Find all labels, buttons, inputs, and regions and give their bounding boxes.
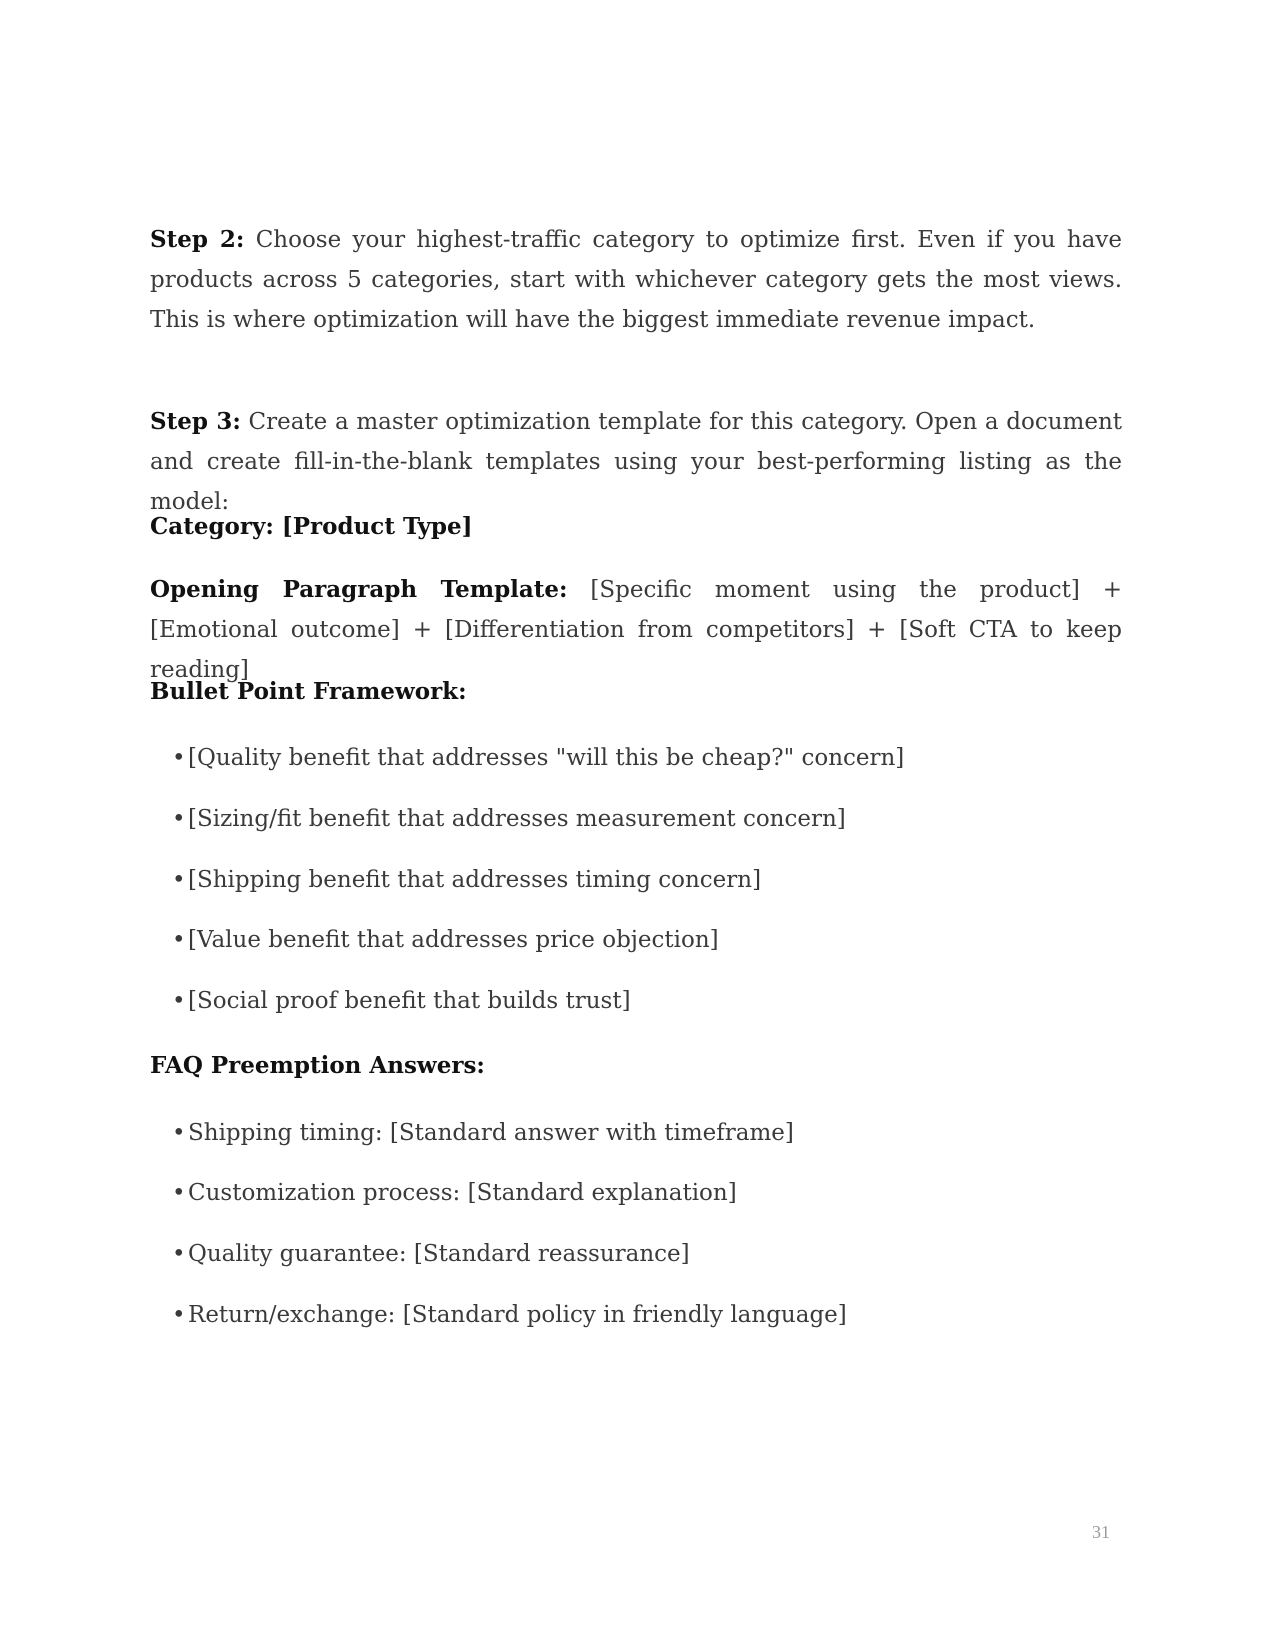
list-item: • [Sizing/fit benefit that addresses measurement concern]: [172, 799, 846, 839]
step-3-text: Create a master optimization template for this category. Open a document and create fill-in-the-blank templates using your best-performing listing as the model:: [150, 409, 1122, 515]
step-3-paragraph: [150, 402, 1122, 522]
category-heading: Category: [Product Type]: [150, 513, 473, 540]
opening-paragraph-text: [Specific moment using the product] + [Emotional outcome] + [Differentiation from competitors] + [Soft CTA to keep reading]: [150, 577, 1122, 683]
list-item: • Return/exchange: [Standard policy in friendly language]: [172, 1295, 847, 1335]
page-number: 31: [1092, 1522, 1110, 1542]
bullet-icon: •: [172, 1180, 186, 1206]
bullet-icon: •: [172, 806, 186, 832]
bullet-icon: •: [172, 1241, 186, 1267]
step-2-paragraph: [150, 220, 1122, 340]
step-2-label: Step 2:: [150, 226, 245, 253]
bullet-icon: •: [172, 1120, 186, 1146]
step-3-label: Step 3:: [150, 408, 241, 435]
faq-heading: FAQ Preemption Answers:: [150, 1052, 485, 1079]
bullet-icon: •: [172, 745, 186, 771]
list-item: • [Value benefit that addresses price objection]: [172, 920, 719, 960]
opening-paragraph-label: Opening Paragraph Template:: [150, 576, 568, 603]
list-item: • Customization process: [Standard explanation]: [172, 1173, 737, 1213]
bullet-icon: •: [172, 867, 186, 893]
bullet-icon: •: [172, 988, 186, 1014]
list-item: • Shipping timing: [Standard answer with timeframe]: [172, 1113, 794, 1153]
list-item: • [Shipping benefit that addresses timing concern]: [172, 860, 761, 900]
list-item: • Quality guarantee: [Standard reassurance]: [172, 1234, 690, 1274]
bullet-icon: •: [172, 1302, 186, 1328]
bullet-framework-heading: Bullet Point Framework:: [150, 678, 467, 705]
step-2-text: Choose your highest-traffic category to optimize first. Even if you have products across 5 categories, start with whichever category gets the most views. This is where optimization will have the biggest immediate revenue impact.: [150, 227, 1122, 333]
bullet-icon: •: [172, 927, 186, 953]
list-item: • [Social proof benefit that builds trust]: [172, 981, 631, 1021]
list-item: • [Quality benefit that addresses "will this be cheap?" concern]: [172, 738, 904, 778]
